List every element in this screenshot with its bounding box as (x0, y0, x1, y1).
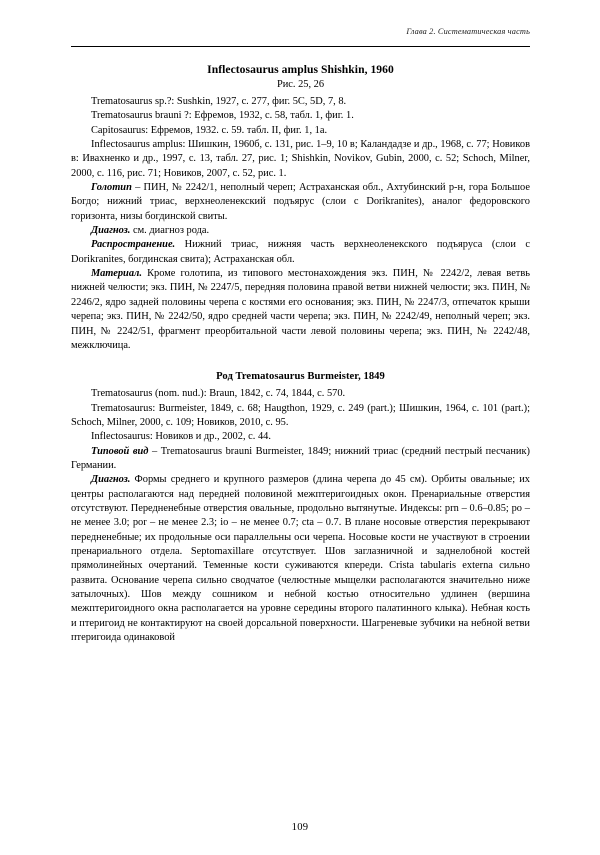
species-diagnosis-label: Диагноз. (91, 225, 131, 237)
species-diagnosis-paragraph (71, 224, 530, 238)
header-rule (71, 46, 530, 47)
synonymy-entry: Trematosaurus sp.?: Sushkin, 1927, с. 277, фиг. 5C, 5D, 7, 8. (91, 96, 347, 107)
species-heading: Inflectosaurus amplus Shishkin, 1960 (207, 63, 394, 76)
synonymy-entry: Inflectosaurus amplus: Шишкин, 1960б, с. 131, рис. 1–9, 10 в; Каландадзе и др., 1968, с. 77; Новиков в: Ивахненко и др., 1997, с. 13, табл. 27, рис. 1; Shishkin, Novikov, Gubin, 2000, с. 52; Schoch, Milner, 2000, с. 116, рис. 71; Новиков, 2007, с. 52, рис. 1. (71, 139, 530, 179)
type-species-paragraph (71, 445, 530, 474)
section-spacer (71, 353, 530, 370)
running-head: Глава 2. Систематическая часть (406, 27, 530, 36)
species-diagnosis-text: см. диагноз рода. (130, 225, 210, 237)
genus-synonymy-entry: Inflectosaurus: Новиков и др., 2002, с. 44. (91, 431, 271, 443)
genus-diagnosis-paragraph (71, 473, 530, 645)
material-paragraph (71, 267, 530, 353)
genus-synonymy-entry: Trematosaurus: Burmeister, 1849, с. 68; Haugthon, 1929, с. 249 (part.); Шишкин, 1964, с. 101 (part.); Schoch, Milner, 2000, с. 109; Новиков, 2010, с. 95. (71, 402, 530, 428)
holotype-label: Голотип (91, 182, 132, 194)
page-number: 109 (291, 822, 309, 833)
distribution-paragraph (71, 238, 530, 267)
type-species-label: Типовой вид (91, 445, 149, 457)
genus-heading: Род Trematosaurus Burmeister, 1849 (216, 371, 385, 383)
holotype-paragraph (71, 181, 530, 224)
figure-reference: Рис. 25, 26 (276, 79, 325, 90)
page-content (71, 62, 530, 645)
distribution-text: Нижний триас, нижняя часть верхнеоленекского подъяруса (слои с Dorikranites, богдинская свита); Астраханская обл. (71, 239, 530, 265)
genus-diagnosis-text: Формы среднего и крупного размеров (длина черепа до 45 см). Орбиты овальные; их центры располагаются над передней половиной межптеригоидных окон. Пренариальные отверстия отсутствуют. Передненебные отверстия овальные, продольно вытянутые. Индексы: prn – 0.6–0.85; po – не менее 3.0; por – не менее 2.3; io – не менее 0.7; cta – 0.7. В плане носовые отверстия перекрывают передненебные; их продольные оси параллельны оси черепа. Носовые кости не участвуют в строении пренариального отдела. Septomaxillare отсутствует. Шов заглазничной и заднелобной костей прямолинейных очертаний. Теменные кости суживаются кпереди. Crista tabularis externa сильно развита. Основание черепа сильно сводчатое (челюстные мыщелки располагаются значительно ниже затылочных). Шов между сошником и небной костью относительно удлинен (вершина межптеригоидного окна располагается на уровне середины второго палатинного клыка). Небная кость и птеригоид не контактируют на своей дорсальной поверхности. Шагреневые зубчики на небной ветви птеригоида одинаковой (71, 474, 530, 644)
type-species-text: – Trematosaurus brauni Burmeister, 1849; нижний триас (средний пестрый песчаник) Германии. (71, 445, 530, 471)
synonymy-entry: Trematosaurus brauni ?: Ефремов, 1932, с. 58, табл. 1, фиг. 1. (91, 110, 354, 122)
genus-synonymy-entry: Trematosaurus (nom. nud.): Braun, 1842, с. 74, 1844, с. 570. (91, 388, 346, 400)
material-text: Кроме голотипа, из типового местонахождения экз. ПИН, № 2242/2, левая ветвь нижней челюсти; экз. ПИН, № 2247/5, передняя половина правой ветви нижней челюсти; экз. ПИН, № 2246/2, ядро задней половины черепа с костями его основания; экз. ПИН, № 2247/3, отпечаток крыши черепа; экз. ПИН, № 2242/50, ядро средней части черепа; экз. ПИН, № 2242/49, неполный череп; экз. ПИН, № 2242/51, фрагмент преорбитальной части левой половины черепа; экз. ПИН, № 2242/48, межключица. (71, 268, 530, 351)
distribution-label: Распространение. (91, 239, 176, 251)
genus-diagnosis-label: Диагноз. (91, 474, 131, 486)
material-label: Материал. (91, 268, 142, 280)
synonymy-entry: Capitosaurus: Ефремов, 1932. с. 59. табл. II, фиг. 1, 1a. (91, 124, 328, 136)
holotype-text: – ПИН, № 2242/1, неполный череп; Астраханская обл., Ахтубинский р-н, гора Большое Богдо; нижний триас, верхнеоленекский подъярус (слои с Dorikranites), аналог федоровского горизонта, низы богдинской свиты. (71, 182, 530, 222)
